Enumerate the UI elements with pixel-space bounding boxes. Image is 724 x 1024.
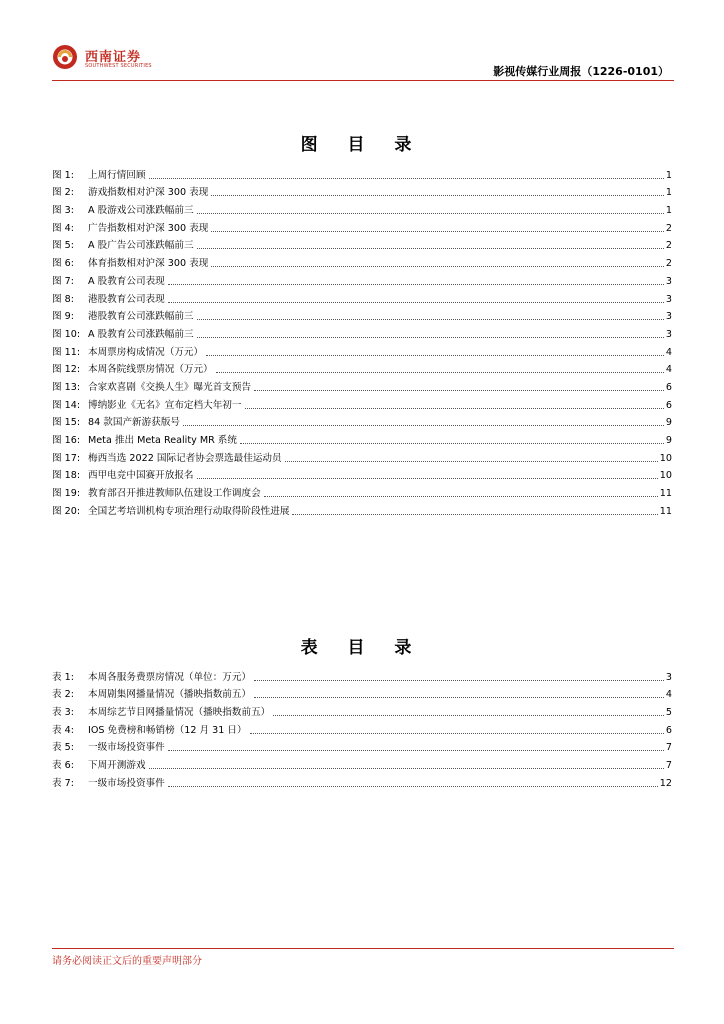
toc-entry-number: 图 18: bbox=[52, 470, 81, 482]
toc-dot-leader bbox=[240, 443, 664, 444]
toc-entry-number: 表 6: bbox=[52, 760, 74, 772]
toc-page-number: 3 bbox=[665, 671, 672, 683]
toc-page-number: 3 bbox=[665, 328, 672, 340]
figure-list-entry[interactable] bbox=[52, 500, 672, 518]
toc-entry-label bbox=[52, 329, 195, 341]
toc-dot-leader bbox=[211, 195, 664, 196]
table-list bbox=[52, 666, 672, 790]
toc-dot-leader bbox=[285, 461, 658, 462]
figure-list-entry[interactable] bbox=[52, 447, 672, 465]
toc-entry-number: 图 15: bbox=[52, 417, 81, 429]
toc-dot-leader bbox=[168, 786, 658, 787]
toc-entry-text: 合家欢喜剧《交换人生》曝光首支预告 bbox=[88, 381, 252, 393]
toc-entry-label bbox=[52, 223, 209, 235]
figure-list-entry[interactable] bbox=[52, 270, 672, 288]
toc-dot-leader bbox=[245, 408, 664, 409]
figure-list-entry[interactable] bbox=[52, 199, 672, 217]
toc-entry-text: A 股教育公司表现 bbox=[88, 275, 165, 287]
report-title: 影视传媒行业周报（1226-0101） bbox=[493, 65, 669, 78]
figure-list-entry[interactable] bbox=[52, 235, 672, 253]
toc-entry-number: 图 12: bbox=[52, 364, 81, 376]
toc-page-number: 2 bbox=[665, 222, 672, 234]
toc-entry-text: 梅西当选 2022 国际记者协会票选最佳运动员 bbox=[88, 452, 282, 464]
toc-entry-number: 图 17: bbox=[52, 452, 81, 464]
table-list-entry[interactable] bbox=[52, 737, 672, 755]
figure-list-entry[interactable] bbox=[52, 376, 672, 394]
figure-list-entry[interactable] bbox=[52, 394, 672, 412]
toc-entry-label bbox=[52, 347, 204, 359]
toc-entry-number: 表 1: bbox=[52, 671, 74, 683]
toc-entry-text: A 股广告公司涨跌幅前三 bbox=[88, 240, 194, 252]
toc-dot-leader bbox=[254, 390, 664, 391]
toc-entry-number: 表 4: bbox=[52, 724, 74, 736]
toc-entry-number: 表 7: bbox=[52, 777, 74, 789]
toc-entry-text: A 股游戏公司涨跌幅前三 bbox=[88, 205, 194, 217]
toc-page-number: 11 bbox=[659, 488, 672, 500]
toc-entry-label bbox=[52, 382, 252, 394]
table-list-entry[interactable] bbox=[52, 684, 672, 702]
logo-english-text: SOUTHWEST SECURITIES bbox=[85, 63, 152, 69]
toc-entry-label bbox=[52, 760, 147, 772]
toc-entry-text: 港股教育公司表现 bbox=[88, 293, 165, 305]
figure-list-entry[interactable] bbox=[52, 482, 672, 500]
figure-list-entry[interactable] bbox=[52, 306, 672, 324]
toc-page-number: 9 bbox=[665, 435, 672, 446]
disclaimer-note: 请务必阅读正文后的重要声明部分 bbox=[52, 956, 202, 967]
toc-entry-number: 图 4: bbox=[52, 222, 74, 234]
figure-list-entry[interactable] bbox=[52, 429, 672, 447]
toc-entry-label bbox=[52, 742, 166, 754]
toc-entry-text: 本周票房构成情况（万元） bbox=[88, 346, 204, 358]
toc-entry-label bbox=[52, 240, 195, 252]
figure-list-entry[interactable] bbox=[52, 288, 672, 306]
toc-dot-leader bbox=[250, 733, 664, 734]
toc-entry-number: 图 20: bbox=[52, 505, 81, 517]
toc-entry-text: 游戏指数相对沪深 300 表现 bbox=[88, 187, 209, 199]
figure-list-entry[interactable] bbox=[52, 182, 672, 200]
toc-entry-label bbox=[52, 417, 181, 429]
toc-dot-leader bbox=[264, 496, 658, 497]
toc-page-number: 6 bbox=[665, 399, 672, 411]
toc-entry-text: 本周各服务费票房情况（单位：万元） bbox=[88, 671, 252, 683]
toc-page-number: 6 bbox=[665, 724, 672, 736]
figure-list-entry[interactable] bbox=[52, 217, 672, 235]
toc-page-number: 4 bbox=[665, 689, 672, 701]
toc-entry-number: 图 11: bbox=[52, 346, 81, 358]
figure-list-entry[interactable] bbox=[52, 341, 672, 359]
table-list-entry[interactable] bbox=[52, 666, 672, 684]
toc-dot-leader bbox=[149, 768, 664, 769]
toc-dot-leader bbox=[273, 715, 664, 716]
toc-entry-label bbox=[52, 187, 209, 199]
toc-entry-label bbox=[52, 276, 166, 288]
toc-entry-number: 图 13: bbox=[52, 381, 81, 393]
figure-list-entry[interactable] bbox=[52, 252, 672, 270]
toc-entry-text: 西甲电竞中国赛开放报名 bbox=[88, 470, 194, 482]
toc-page-number: 12 bbox=[659, 777, 672, 789]
toc-dot-leader bbox=[197, 337, 664, 338]
toc-page-number: 2 bbox=[665, 258, 672, 270]
toc-entry-label bbox=[52, 707, 271, 719]
southwest-securities-logo bbox=[52, 44, 152, 74]
toc-entry-text: 本周各院线票房情况（万元） bbox=[88, 364, 213, 376]
figure-list-entry[interactable] bbox=[52, 412, 672, 430]
toc-entry-label bbox=[52, 689, 252, 701]
toc-entry-text: 本周综艺节目网播量情况（播映指数前五） bbox=[88, 707, 271, 719]
toc-entry-label bbox=[52, 470, 195, 482]
toc-entry-text: 84 款国产新游获版号 bbox=[88, 417, 181, 429]
toc-dot-leader bbox=[211, 266, 664, 267]
toc-entry-text: 教育部召开推进教师队伍建设工作调度会 bbox=[88, 488, 261, 500]
footer-divider bbox=[52, 948, 674, 949]
logo-emblem-icon bbox=[52, 44, 78, 70]
toc-entry-label bbox=[52, 488, 262, 500]
toc-page-number: 10 bbox=[659, 452, 672, 464]
logo-chinese-text: 西南证券 bbox=[85, 50, 142, 65]
toc-entry-text: 本周剧集网播量情况（播映指数前五） bbox=[88, 689, 252, 701]
table-list-entry[interactable] bbox=[52, 719, 672, 737]
toc-entry-number: 图 9: bbox=[52, 311, 74, 323]
toc-dot-leader bbox=[197, 319, 664, 320]
toc-entry-text: 港股教育公司涨跌幅前三 bbox=[88, 311, 194, 323]
toc-dot-leader bbox=[216, 372, 664, 373]
toc-page-number: 1 bbox=[665, 187, 672, 199]
toc-entry-text: 上周行情回顾 bbox=[88, 169, 146, 181]
toc-dot-leader bbox=[168, 750, 664, 751]
toc-dot-leader bbox=[211, 231, 664, 232]
header-divider bbox=[52, 80, 674, 81]
toc-entry-number: 表 3: bbox=[52, 707, 74, 719]
toc-entry-label bbox=[52, 778, 166, 790]
toc-page-number: 3 bbox=[665, 311, 672, 323]
toc-entry-label bbox=[52, 364, 214, 376]
figure-list-entry[interactable] bbox=[52, 465, 672, 483]
table-list-entry[interactable] bbox=[52, 754, 672, 772]
toc-entry-number: 图 7: bbox=[52, 275, 74, 287]
toc-entry-number: 图 3: bbox=[52, 205, 74, 217]
table-list-title: 表 目 录 bbox=[300, 638, 424, 658]
toc-entry-number: 图 1: bbox=[52, 169, 74, 181]
table-list-entry[interactable] bbox=[52, 772, 672, 790]
toc-entry-number: 图 10: bbox=[52, 328, 81, 340]
toc-entry-text: 广告指数相对沪深 300 表现 bbox=[88, 222, 209, 234]
page-header bbox=[0, 0, 724, 82]
toc-entry-label bbox=[52, 311, 195, 323]
toc-entry-text: Meta 推出 Meta Reality MR 系统 bbox=[88, 435, 237, 446]
table-list-entry[interactable] bbox=[52, 701, 672, 719]
toc-page-number: 3 bbox=[665, 275, 672, 287]
toc-dot-leader bbox=[254, 680, 664, 681]
toc-dot-leader bbox=[149, 178, 664, 179]
toc-entry-number: 图 2: bbox=[52, 187, 74, 199]
toc-entry-text: A 股教育公司涨跌幅前三 bbox=[88, 328, 194, 340]
toc-entry-text: 体育指数相对沪深 300 表现 bbox=[88, 258, 209, 270]
toc-entry-number: 图 5: bbox=[52, 240, 74, 252]
toc-page-number: 1 bbox=[665, 169, 672, 181]
toc-entry-number: 表 2: bbox=[52, 689, 74, 701]
toc-page-number: 4 bbox=[665, 364, 672, 376]
toc-entry-text: 一级市场投资事件 bbox=[88, 777, 165, 789]
toc-entry-label bbox=[52, 725, 248, 737]
toc-entry-text: 一级市场投资事件 bbox=[88, 742, 165, 754]
toc-dot-leader bbox=[168, 302, 664, 303]
toc-entry-label bbox=[52, 205, 195, 217]
figure-list-entry[interactable] bbox=[52, 359, 672, 377]
toc-entry-label bbox=[52, 506, 290, 518]
toc-entry-text: 全国艺考培训机构专项治理行动取得阶段性进展 bbox=[88, 505, 290, 517]
toc-entry-label bbox=[52, 400, 243, 412]
figure-list-title: 图 目 录 bbox=[300, 135, 424, 155]
toc-entry-number: 图 6: bbox=[52, 258, 74, 270]
toc-entry-label bbox=[52, 453, 283, 465]
toc-page-number: 10 bbox=[659, 470, 672, 482]
toc-entry-number: 图 8: bbox=[52, 293, 74, 305]
toc-page-number: 9 bbox=[665, 417, 672, 429]
toc-entry-number: 图 19: bbox=[52, 488, 81, 500]
toc-dot-leader bbox=[206, 355, 664, 356]
toc-page-number: 6 bbox=[665, 381, 672, 393]
toc-dot-leader bbox=[292, 514, 657, 515]
toc-entry-label bbox=[52, 258, 209, 270]
toc-entry-text: IOS 免费榜和畅销榜（12 月 31 日） bbox=[88, 724, 247, 736]
toc-entry-number: 图 14: bbox=[52, 399, 81, 411]
figure-list bbox=[52, 164, 672, 518]
toc-dot-leader bbox=[197, 213, 664, 214]
toc-dot-leader bbox=[197, 248, 664, 249]
toc-entry-text: 博纳影业《无名》宣布定档大年初一 bbox=[88, 399, 242, 411]
figure-list-entry[interactable] bbox=[52, 323, 672, 341]
toc-page-number: 4 bbox=[665, 346, 672, 358]
toc-entry-number: 图 16: bbox=[52, 435, 81, 446]
toc-entry-label bbox=[52, 672, 252, 684]
toc-dot-leader bbox=[168, 284, 664, 285]
toc-page-number: 11 bbox=[659, 505, 672, 517]
toc-dot-leader bbox=[197, 478, 658, 479]
toc-page-number: 3 bbox=[665, 293, 672, 305]
toc-entry-number: 表 5: bbox=[52, 742, 74, 754]
toc-entry-label bbox=[52, 170, 147, 182]
toc-dot-leader bbox=[183, 425, 664, 426]
toc-page-number: 1 bbox=[665, 205, 672, 217]
toc-page-number: 7 bbox=[665, 742, 672, 754]
toc-page-number: 2 bbox=[665, 240, 672, 252]
toc-page-number: 7 bbox=[665, 760, 672, 772]
toc-dot-leader bbox=[254, 697, 664, 698]
toc-entry-label bbox=[52, 294, 166, 306]
toc-entry-label bbox=[52, 435, 238, 447]
figure-list-entry[interactable] bbox=[52, 164, 672, 182]
toc-page-number: 5 bbox=[665, 707, 672, 719]
toc-entry-text: 下周开测游戏 bbox=[88, 760, 146, 772]
